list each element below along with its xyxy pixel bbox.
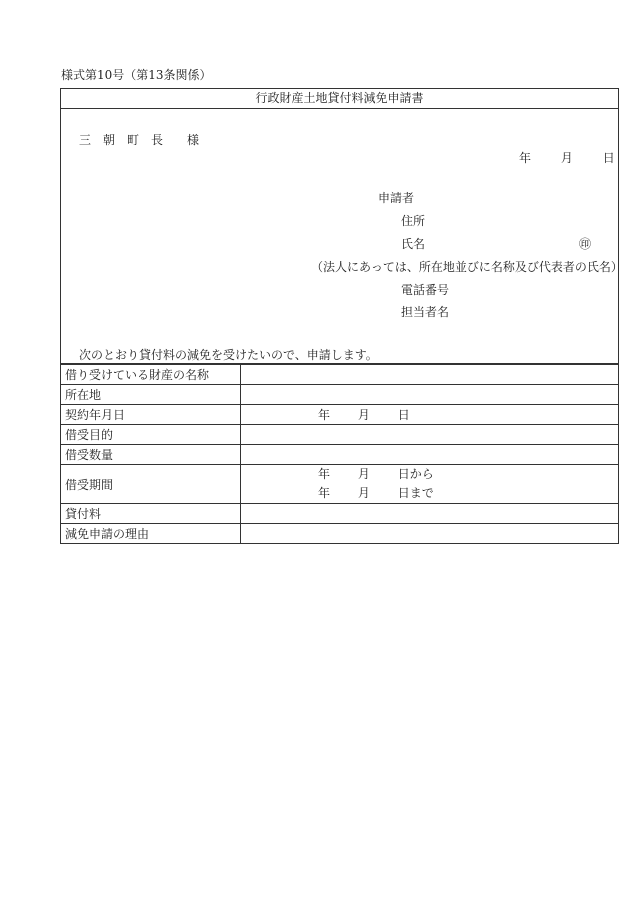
contract-date-field — [241, 405, 619, 425]
detail-table — [60, 364, 619, 544]
contract-year: 年 — [318, 408, 331, 422]
purpose-field — [241, 425, 619, 445]
period-from-year: 年 — [318, 467, 331, 481]
date-month: 月 — [560, 151, 573, 165]
date-line — [519, 149, 615, 166]
form-header: 様式第10号（第13条関係） — [61, 68, 212, 82]
row-label-contract-date: 契約年月日 — [61, 405, 241, 425]
applicant-heading: 申請者 — [378, 191, 415, 205]
addressee: 三 朝 町 長 様 — [79, 133, 200, 147]
table-row — [61, 465, 619, 504]
period-to — [245, 484, 614, 503]
corporation-note: （法人にあっては、所在地並びに名称及び代表者の氏名） — [311, 260, 623, 274]
location-field — [241, 385, 619, 405]
table-row — [61, 504, 619, 524]
property-name-field — [241, 365, 619, 385]
row-label-reason: 減免申請の理由 — [61, 524, 241, 544]
period-to-month: 月 — [357, 486, 370, 500]
form-title: 行政財産土地貸付料減免申請書 — [61, 89, 618, 109]
request-text: 次のとおり貸付料の減免を受けたいので、申請します。 — [79, 348, 378, 362]
row-label-fee: 貸付料 — [61, 504, 241, 524]
period-field — [241, 465, 619, 504]
period-from — [245, 465, 614, 484]
table-row — [61, 425, 619, 445]
address-label: 住所 — [401, 214, 426, 228]
table-row — [61, 385, 619, 405]
row-label-period: 借受期間 — [61, 465, 241, 504]
row-label-property-name: 借り受けている財産の名称 — [61, 365, 241, 385]
application-form-box — [60, 88, 623, 364]
period-from-day: 日から — [397, 467, 434, 481]
table-row — [61, 405, 619, 425]
contact-person-label: 担当者名 — [401, 305, 450, 319]
name-label: 氏名 — [401, 237, 426, 251]
row-label-purpose: 借受目的 — [61, 425, 241, 445]
fee-field — [241, 504, 619, 524]
contract-day: 日 — [397, 408, 410, 422]
date-day: 日 — [602, 151, 615, 165]
row-label-location: 所在地 — [61, 385, 241, 405]
table-row — [61, 524, 619, 544]
seal-mark: ㊞ — [579, 237, 592, 251]
quantity-field — [241, 445, 619, 465]
table-row — [61, 365, 619, 385]
table-row — [61, 445, 619, 465]
date-year: 年 — [519, 151, 532, 165]
reason-field — [241, 524, 619, 544]
phone-label: 電話番号 — [401, 283, 450, 297]
contract-month: 月 — [357, 408, 370, 422]
period-to-year: 年 — [318, 486, 331, 500]
period-from-month: 月 — [357, 467, 370, 481]
row-label-quantity: 借受数量 — [61, 445, 241, 465]
period-to-day: 日まで — [397, 486, 434, 500]
